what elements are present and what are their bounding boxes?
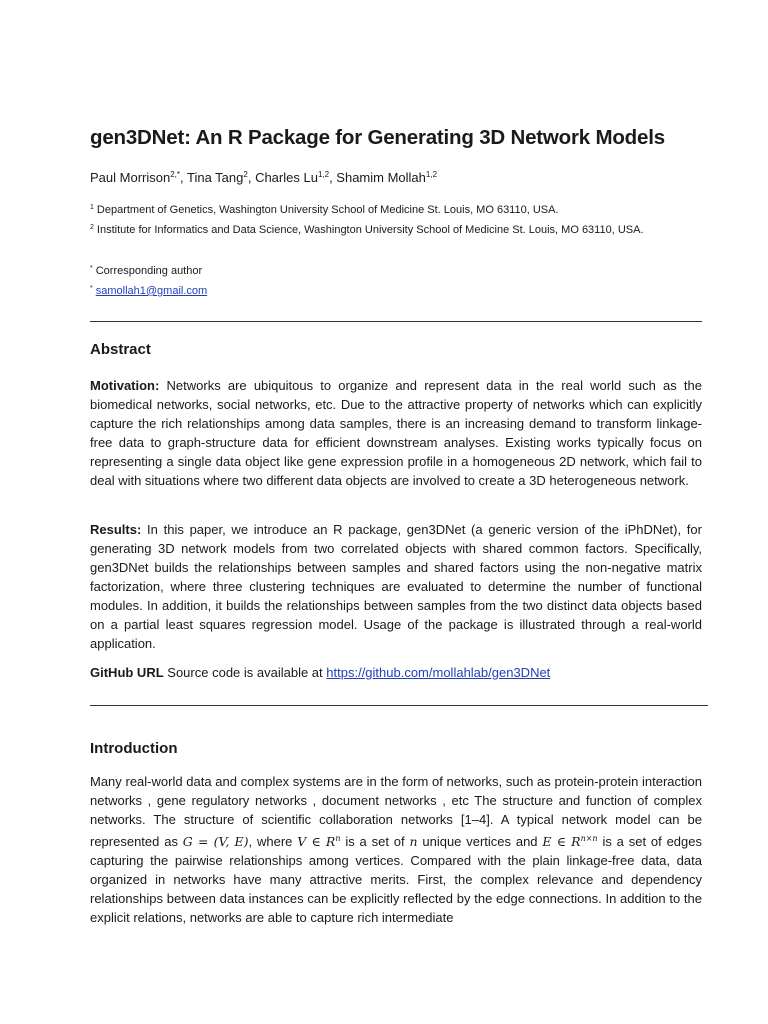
intro-text: , where (248, 834, 293, 850)
github-url-link[interactable]: https://github.com/mollahlab/gen3DNet (326, 665, 551, 680)
corresponding-mark: * (90, 265, 93, 272)
affiliation-text: Department of Genetics, Washington University School of Medicine St. Louis, MO 63110, USA. (96, 204, 559, 216)
affiliation-mark: 1 (90, 204, 94, 211)
affiliation (90, 199, 644, 219)
corresponding-author-note (90, 260, 207, 280)
results-text: In this paper, we introduce an R package, gen3DNet (a generic version of the iPhDNet), for generating 3D network models from two correlated objects with shared common factors. Specifically, gen3DNet builds the relationships between samples and shared factors using the non-negative matrix factorization, where three clustering techniques are evaluated to determine the number of functional modules. In addition, it builds the relationships between samples from the two distinct data objects based on a partial least squares regression model. Usage of the package is illustrated through a real-world application. (90, 522, 702, 651)
author-name: Charles Lu (255, 170, 318, 185)
correspondence-block (90, 260, 207, 300)
math-edge-set (542, 834, 597, 849)
intro-text: unique vertices and (422, 834, 538, 850)
affiliation-mark: 2 (90, 224, 94, 231)
motivation-label: Motivation: (90, 378, 160, 393)
math-vertex-base: V ∈ R (297, 834, 336, 850)
author-affil-mark: 1,2 (317, 170, 330, 179)
github-text: Source code is available at (167, 665, 323, 680)
github-line (90, 665, 550, 680)
abstract-results (90, 520, 702, 653)
author-name: Paul Morrison (90, 170, 171, 185)
math-n: n (409, 834, 418, 850)
author-name: Tina Tang (187, 170, 244, 185)
intro-text: Many real-world data and complex systems are in the form of networks, such as protein-protein interaction networks , gene regulatory networks , document networks , etc The structure and function of complex networks. The structure of scientific collaboration networks [1–4]. A typical network model can be represented as (90, 774, 702, 850)
intro-text: is a set of edges capturing the pairwise relationships among vertices. Compared with the plain linkage-free data, data organized in networks have many attractive merits. First, the complex relevance and dependency relationships between data instances can be explicitly reflected by the edge connections. In addition to the explicit relations, networks are able to capture rich intermediate (90, 834, 702, 926)
results-label: Results: (90, 522, 142, 537)
affiliation-text: Institute for Informatics and Data Science, Washington University School of Medicine St. Louis, MO 63110, USA. (96, 224, 644, 236)
introduction-heading: Introduction (90, 740, 178, 757)
paper-title: gen3DNet: An R Package for Generating 3D Network Models (90, 126, 665, 149)
author-list: Paul Morrison$^{2,*}$, Tina Tang$^2$, Charles Lu$^{1,2}$, Shamim Mollah$^{1,2}$ (90, 170, 438, 185)
math-graph: G = (V, E) (182, 834, 249, 850)
bottom-divider (90, 705, 708, 706)
corresponding-email-link[interactable]: samollah1@gmail.com (95, 285, 208, 297)
abstract-heading: Abstract (90, 341, 151, 358)
abstract-motivation (90, 376, 702, 490)
corresponding-label: Corresponding author (95, 265, 203, 277)
affiliation-list (90, 199, 644, 239)
intro-text: is a set of (345, 834, 405, 850)
math-vertex-sup: n (335, 834, 341, 843)
math-edge-base: E ∈ R (542, 834, 581, 850)
introduction-paragraph (90, 772, 702, 927)
affiliation (90, 219, 644, 239)
github-label: GitHub URL (90, 665, 164, 680)
math-vertex-set (297, 834, 340, 849)
author-affil-mark: 1,2 (425, 170, 438, 179)
top-divider (90, 321, 702, 322)
corresponding-email-line (90, 280, 207, 300)
author-affil-mark: 2 (243, 170, 248, 179)
author-name: Shamim Mollah (336, 170, 426, 185)
motivation-text: Networks are ubiquitous to organize and represent data in the real world such as the biomedical networks, social networks, etc. Due to the attractive property of networks which can explicitly capture the rich relationships among data samples, there is an increasing demand to transform linkage-free data to graph-structure data for efficient downstream analyses. Existing works typically focus on representing a single data object like gene expression profile in a homogeneous 2D network, which fail to deal with situations where two different data objects are involved to create a 3D heterogeneous network. (90, 378, 702, 488)
author-affil-mark: 2,* (170, 170, 180, 179)
corresponding-mark: * (90, 285, 93, 292)
math-edge-sup: n×n (580, 834, 598, 843)
